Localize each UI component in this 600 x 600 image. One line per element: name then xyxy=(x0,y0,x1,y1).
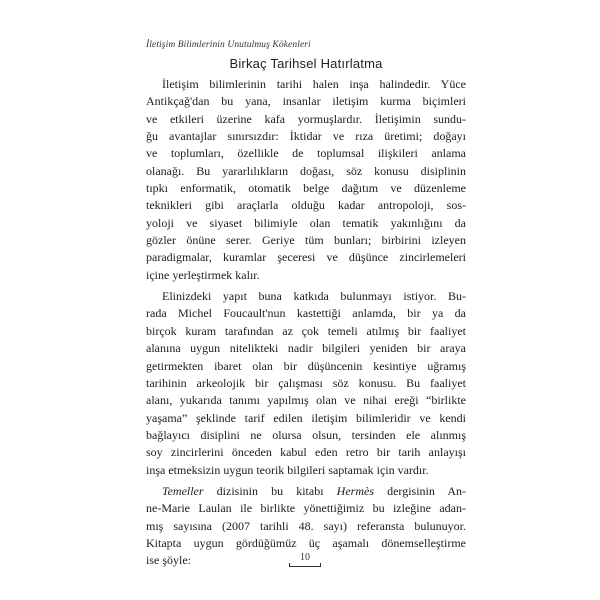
text-line: ise şöyle: xyxy=(146,553,191,568)
text-line: alanı, yukarıda tanımı yapılmış olan ve nihai ereği “birlikte xyxy=(146,393,466,408)
text-line: İletişim bilimlerinin tarihi halen inşa halindedir. Yüce xyxy=(162,77,466,91)
section-title: Birkaç Tarihsel Hatırlatma xyxy=(229,56,383,71)
page-number-block xyxy=(285,552,325,567)
text-line: paradigmalar, kuramlar şeceresi ve düşünce zincirlemeleri xyxy=(146,250,466,265)
text-line: birçok kuram tarafından az çok temeli atılmış bir faaliyet xyxy=(146,323,466,338)
text-line: Elinizdeki yapıt buna katkıda bulunmayı istiyor. Bu- xyxy=(162,289,466,304)
text-line: yoloji ve siyaset bilimiyle olan tematik yakınlığını da xyxy=(146,215,466,230)
paragraph-2 xyxy=(146,288,466,479)
text-line: getirmekten ibaret olan bir düşüncenin kesintiye uğramış xyxy=(146,358,466,373)
text-line: tarihinin arkeolojik bir çalışması söz konusu. Bu faaliyet xyxy=(146,375,466,390)
text-line: soy zincirlerini önceden kabul eden retro bir tarih anlayışı xyxy=(146,445,466,460)
text-line: teknikleri gibi araçlarla olduğu kadar antropoloji, sos- xyxy=(146,198,466,213)
page-number: 10 xyxy=(300,552,310,563)
text-line: ve toplumları, özellikle de toplumsal ilişkileri anlama xyxy=(146,146,466,161)
text-line: yaşama” şeklinde tarif edilen iletişim bilimleridir ve kendi xyxy=(146,410,466,425)
text-line: bağlayıcı disiplini ne olursa olsun, tersinden ele alınmış xyxy=(146,427,466,442)
text-line: ğu avantajlar sınırsızdır: İktidar ve rıza üretimi; doğayı xyxy=(146,129,466,144)
text-line: ve etkileri üzerine kafa yormuşlardır. İletişimin sundu- xyxy=(146,111,466,126)
text-line: inşa etmeksizin uygun teorik bilgileri saptamak için vardır. xyxy=(146,462,429,477)
text-line: içine yerleştirmek kalır. xyxy=(146,267,260,282)
text-line: Temeller dizisinin bu kitabı Hermès dergisinin An- xyxy=(162,483,466,498)
text-line: Antikçağ'dan bu yana, insanlar iletişim kurma biçimleri xyxy=(146,94,466,109)
text-line: olanağı. Bu yararlılıkların doğası, söz konusu disiplinin xyxy=(146,163,466,178)
page-number-rule xyxy=(289,563,321,567)
text-line: mış sayısına (2007 tarihli 48. sayı) referansta bulunuyor. xyxy=(146,518,466,533)
body-text xyxy=(146,76,466,570)
paragraph-1 xyxy=(146,76,466,284)
running-head: İletişim Bilimlerinin Unutulmuş Kökenleri xyxy=(146,40,311,50)
text-line: alanına uygun nitelikteki nadir bilgileri yeniden bir araya xyxy=(146,341,466,356)
text-line: Kitapta uygun gördüğümüz üç aşamalı dönemselleştirme xyxy=(146,535,466,550)
text-line: tıpkı enformatik, otomatik belge dağıtım ve düzenleme xyxy=(146,181,466,196)
text-line: rada Michel Foucault'nun kastettiği anlamda, bir ya da xyxy=(146,306,466,321)
text-line: ne-Marie Laulan ile birlikte yönettiğimiz bu izleğine adan- xyxy=(146,501,466,516)
text-line: gözler önüne serer. Geriye tüm bunları; birbirini izleyen xyxy=(146,233,466,248)
